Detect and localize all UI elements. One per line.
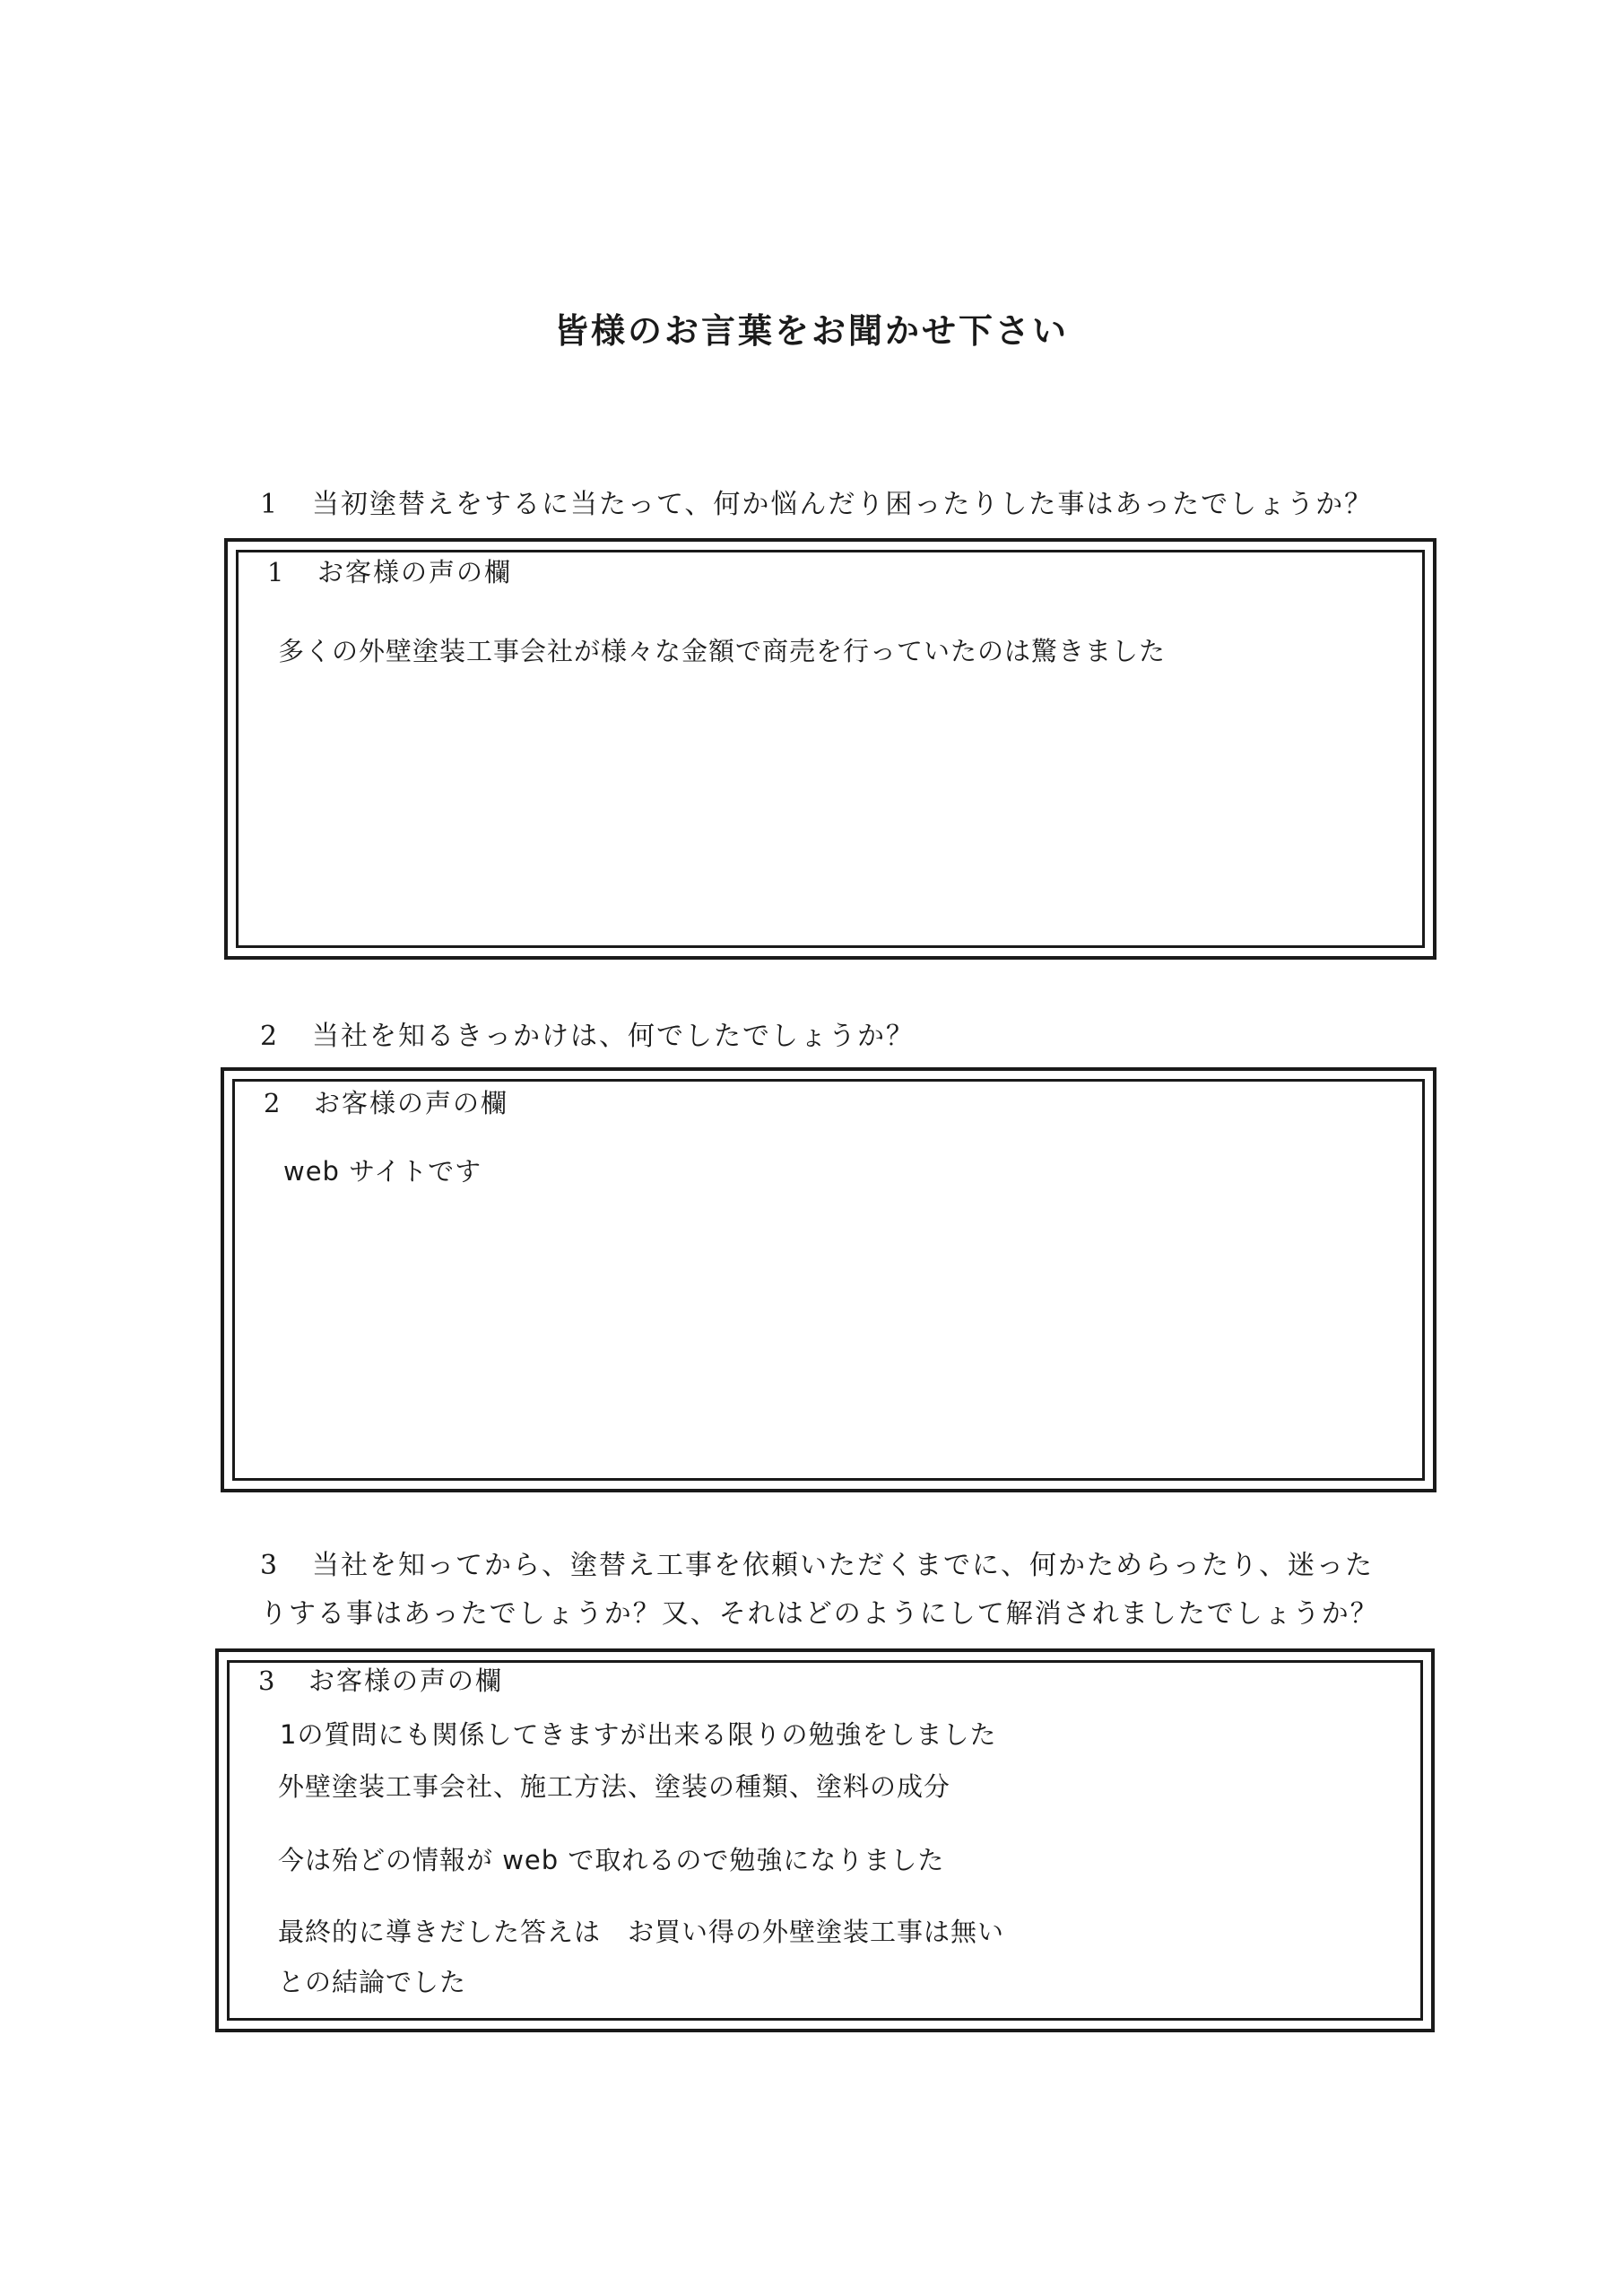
question-text: 当社を知ってから、塗替え工事を依頼いただくまでに、何かためらったり、迷った [312, 1550, 1374, 1581]
question-3-continued [260, 1589, 1444, 1639]
answer-line: との結論でした [278, 1967, 467, 1997]
question-text: 当社を知るきっかけは、何でしたでしょうか？ [312, 1021, 915, 1052]
answer-line: 外壁塗装工事会社、施工方法、塗装の種類、塗料の成分 [278, 1771, 951, 1802]
question-2 [260, 1012, 1444, 1062]
box-label: お客様の声の欄 [308, 1665, 504, 1696]
answer-box-header [264, 1083, 508, 1120]
box-number: 1 [267, 557, 286, 587]
answer-line: 多くの外壁塗装工事会社が様々な金額で商売を行っていたのは驚きました [278, 636, 1167, 666]
box-label: お客様の声の欄 [317, 557, 513, 587]
box-number: 3 [258, 1665, 277, 1696]
box-label: お客様の声の欄 [314, 1088, 509, 1118]
question-number: 2 [260, 1021, 280, 1052]
question-1 [260, 480, 1444, 530]
answer-box-1 [224, 538, 1436, 960]
answer-box-header [258, 1661, 503, 1698]
answer-box-2 [221, 1067, 1436, 1492]
question-number: 1 [260, 489, 280, 520]
question-text: りする事はあったでしょうか？又、それはどのようにして解消されましたでしょうか？ [260, 1598, 1379, 1630]
question-number: 3 [260, 1550, 280, 1581]
question-text: 当初塗替えをするに当たって、何か悩んだり困ったりした事はあったでしょうか？ [312, 489, 1374, 520]
answer-line: 今は殆どの情報が web で取れるので勉強になりました [278, 1845, 945, 1875]
question-3 [260, 1541, 1444, 1591]
answer-line: web サイトです [283, 1156, 482, 1187]
answer-box-3 [215, 1648, 1435, 2032]
page-title: 皆様のお言葉をお聞かせ下さい [553, 310, 1069, 351]
box-number: 2 [264, 1088, 282, 1118]
answer-line: 最終的に導きだした答えは お買い得の外壁塗装工事は無い [278, 1917, 1005, 1947]
answer-line: 1の質問にも関係してきますが出来る限りの勉強をしました [280, 1719, 997, 1750]
answer-box-header [267, 552, 512, 589]
